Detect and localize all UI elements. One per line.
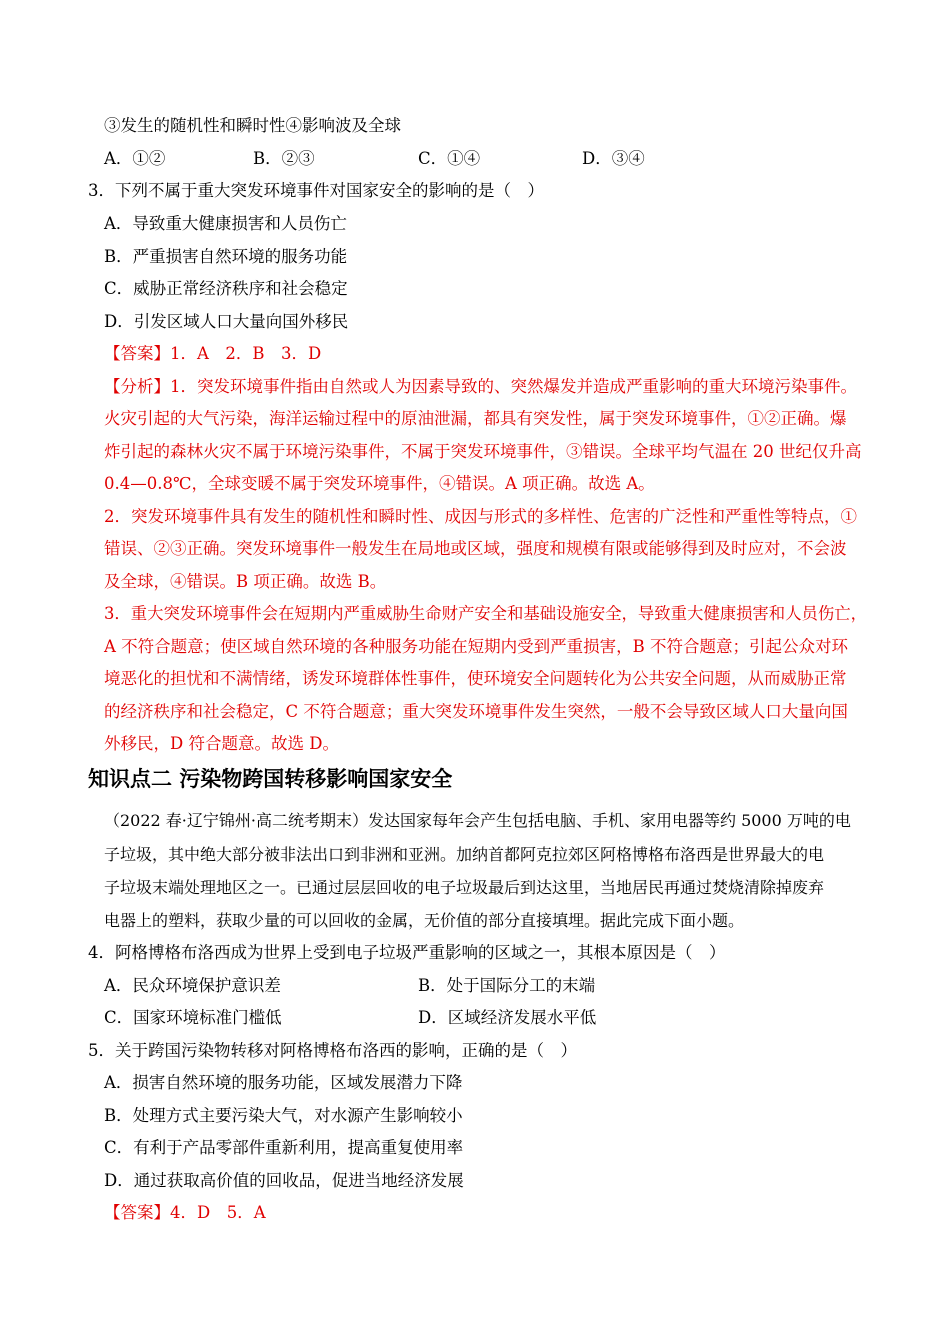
q3-option-c: C．威胁正常经济秩序和社会稳定 (104, 279, 348, 298)
q2-option-c: C．①④ (418, 149, 481, 168)
q5-option-b: B．处理方式主要污染大气，对水源产生影响较小 (104, 1106, 463, 1125)
analysis-line: 炸引起的森林火灾不属于环境污染事件，不属于突发环境事件，③错误。全球平均气温在 20 世纪仅升高 (104, 442, 862, 461)
section-title: 知识点二 污染物跨国转移影响国家安全 (88, 767, 453, 791)
analysis-line: 0.4—0.8℃，全球变暖不属于突发环境事件，④错误。A 项正确。故选 A。 (104, 474, 655, 493)
q4-stem: 4．阿格博格布洛西成为世界上受到电子垃圾严重影响的区域之一，其根本原因是（ ） (88, 943, 726, 962)
q3-option-b: B．严重损害自然环境的服务功能 (104, 247, 348, 266)
analysis-line: 错误、②③正确。突发环境事件一般发生在局地或区域，强度和规模有限或能够得到及时应对，不会波 (104, 539, 847, 558)
q4-option-c: C．国家环境标准门槛低 (104, 1008, 282, 1027)
analysis-line: A 不符合题意；使区域自然环境的各种服务功能在短期内受到严重损害，B 不符合题意；引起公众对环 (104, 637, 849, 656)
material-line: （2022 春·辽宁锦州·高二统考期末）发达国家每年会产生包括电脑、手机、家用电器等约 5000 万吨的电 (104, 811, 851, 830)
q5-option-a: A．损害自然环境的服务功能，区域发展潜力下降 (104, 1073, 463, 1092)
q3-option-d: D．引发区域人口大量向国外移民 (104, 312, 349, 331)
material-line: 子垃圾末端处理地区之一。已通过层层回收的电子垃圾最后到达这里，当地居民再通过焚烧清除掉废弃 (104, 878, 825, 897)
q4-option-d: D．区域经济发展水平低 (418, 1008, 597, 1027)
material-line: 电器上的塑料，获取少量的可以回收的金属，无价值的部分直接填埋。据此完成下面小题。 (104, 911, 745, 930)
q2-option-a: A．①② (104, 149, 166, 168)
q2-option-b: B．②③ (253, 149, 315, 168)
analysis-line: 外移民，D 符合题意。故选 D。 (104, 734, 339, 753)
q5-option-c: C．有利于产品零部件重新利用，提高重复使用率 (104, 1138, 464, 1157)
q5-option-d: D．通过获取高价值的回收品，促进当地经济发展 (104, 1171, 464, 1190)
analysis-line: 境恶化的担忧和不满情绪，诱发环境群体性事件，使环境安全问题转化为公共安全问题，从而威胁正常 (104, 669, 847, 688)
analysis-line: 【分析】1．突发环境事件指由自然或人为因素导致的、突然爆发并造成严重影响的重大环境污染事件。 (104, 377, 857, 396)
q3-option-a: A．导致重大健康损害和人员伤亡 (104, 214, 347, 233)
q4-option-a: A．民众环境保护意识差 (104, 976, 281, 995)
answer-1-3: 【答案】1．A 2．B 3．D (104, 344, 322, 363)
q4-option-b: B．处于国际分工的末端 (418, 976, 596, 995)
q5-stem: 5．关于跨国污染物转移对阿格博格布洛西的影响，正确的是（ ） (88, 1041, 577, 1060)
analysis-line: 2．突发环境事件具有发生的随机性和瞬时性、成因与形式的多样性、危害的广泛性和严重性等特点，① (104, 507, 857, 526)
analysis-line: 的经济秩序和社会稳定，C 不符合题意；重大突发环境事件发生突然，一般不会导致区域人口大量向国 (104, 702, 848, 721)
analysis-line: 3．重大突发环境事件会在短期内严重威胁生命财产安全和基础设施安全，导致重大健康损害和人员伤亡， (104, 604, 867, 623)
analysis-line: 及全球，④错误。B 项正确。故选 B。 (104, 572, 387, 591)
answer-4-5: 【答案】4．D 5．A (104, 1203, 266, 1222)
q3-stem: 3．下列不属于重大突发环境事件对国家安全的影响的是（ ） (88, 181, 544, 200)
material-line: 子垃圾，其中绝大部分被非法出口到非洲和亚洲。加纳首都阿克拉郊区阿格博格布洛西是世界最大的电 (104, 845, 825, 864)
q2-option-d: D．③④ (582, 149, 645, 168)
q2-statement-cont: ③发生的随机性和瞬时性④影响波及全球 (104, 116, 401, 135)
analysis-line: 火灾引起的大气污染，海洋运输过程中的原油泄漏，都具有突发性，属于突发环境事件，①②正确。爆 (104, 409, 847, 428)
